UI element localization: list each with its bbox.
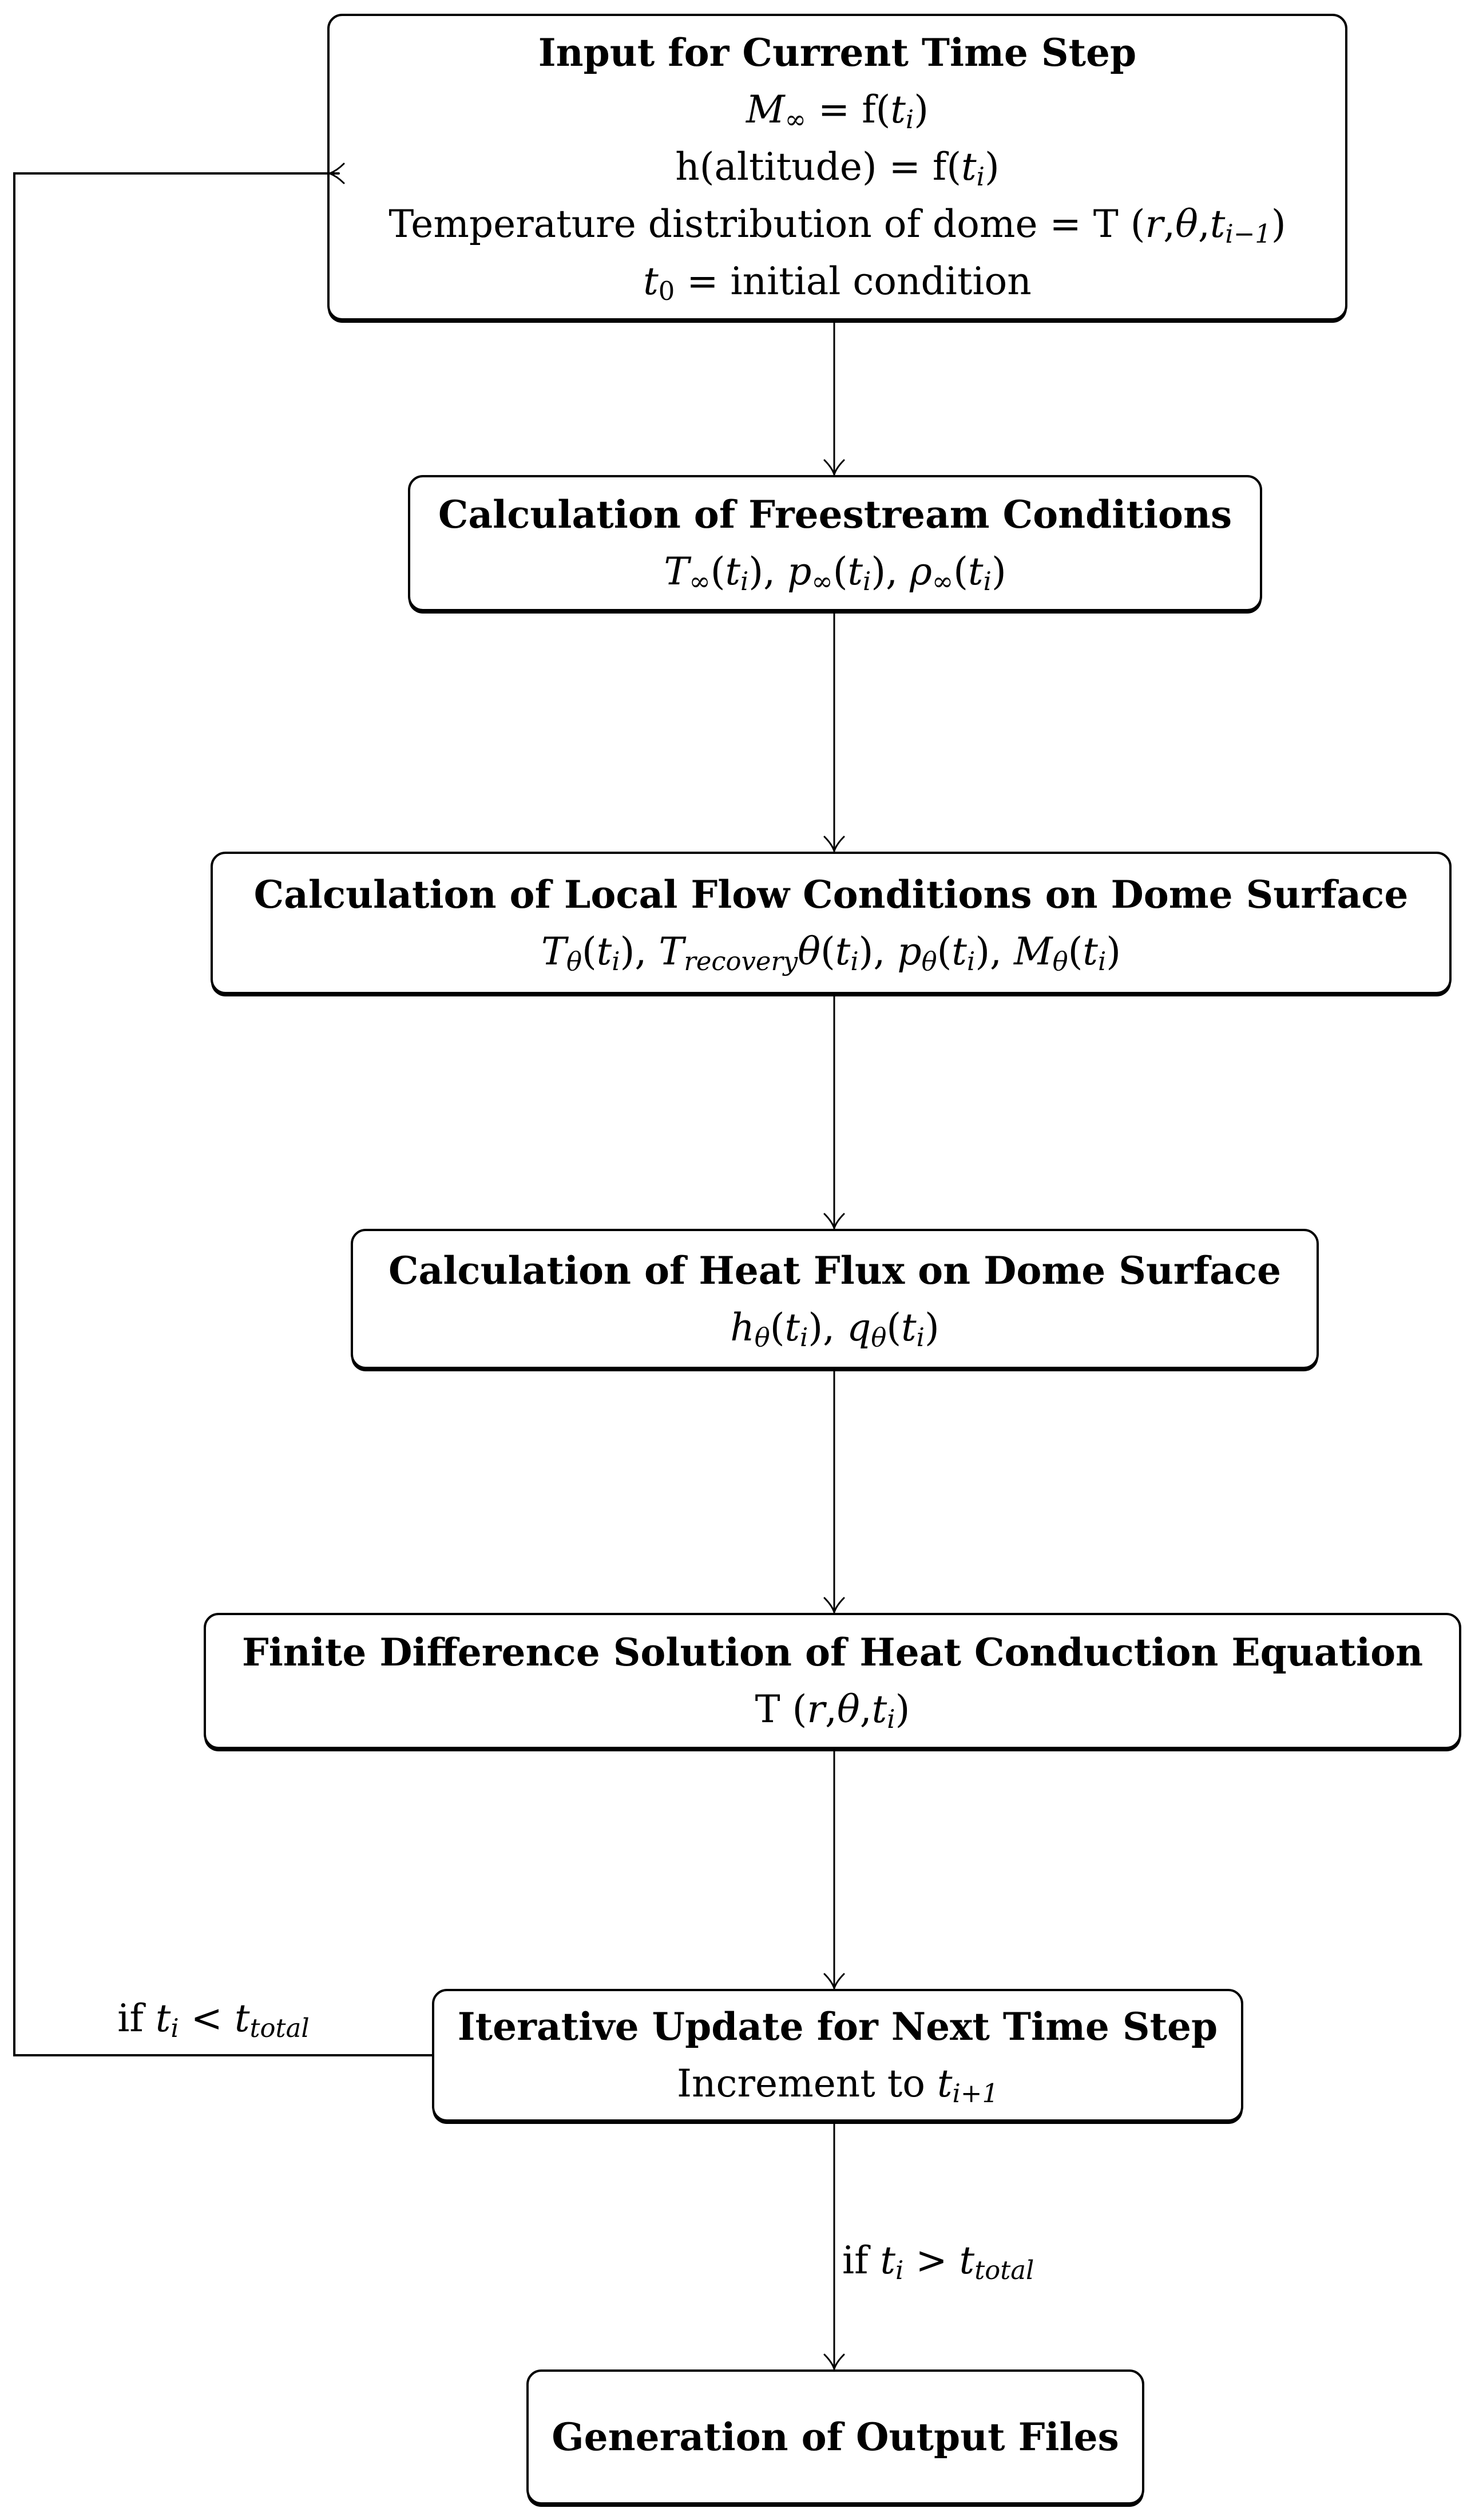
arrowhead-down-icon [824,1214,844,1228]
arrowhead-down-icon [824,1974,844,1988]
box-formula: T (r,θ,ti) [755,1687,910,1734]
flow-box-input-current-time-step [327,14,1347,321]
box-formula: M∞ = f(ti) [746,88,929,134]
arrowhead-down-icon [824,2355,844,2369]
flow-box-finite-difference-solution [204,1613,1461,1749]
feedback-loop-line [14,173,432,2055]
flow-box-local-flow-conditions [211,852,1452,994]
flow-box-iterative-update [432,1989,1243,2122]
box-formula: Increment to ti+1 [676,2062,999,2108]
arrowhead-down-icon [824,460,844,474]
box-title: Calculation of Freestream Conditions [438,492,1232,537]
box-formula: Temperature distribution of dome = T (r,θ,ti−1) [388,202,1286,249]
box-title: Generation of Output Files [552,2415,1119,2459]
flow-box-output-files [526,2369,1144,2505]
box-title: Calculation of Heat Flux on Dome Surface [388,1248,1281,1293]
box-title: Calculation of Local Flow Conditions on Dome Surface [253,872,1409,917]
box-formula: Tθ(ti), Trecoveryθ(ti), pθ(ti), Mθ(ti) [541,929,1121,976]
box-title: Finite Difference Solution of Heat Conduction Equation [241,1630,1424,1675]
arrowhead-down-icon [824,837,844,851]
box-formula: T∞(ti), p∞(ti), ρ∞(ti) [664,549,1006,596]
box-formula: h(altitude) = f(ti) [675,145,1000,192]
box-title: Iterative Update for Next Time Step [457,2004,1218,2049]
box-formula: t0 = initial condition [643,259,1032,306]
exit-condition-label: if ti > ttotal [842,2238,1034,2285]
loop-condition-label: if ti < ttotal [117,1996,310,2043]
box-title: Input for Current Time Step [538,30,1137,75]
box-formula: hθ(ti), qθ(ti) [730,1305,939,1352]
flow-box-freestream-conditions [408,475,1262,611]
arrowhead-down-icon [824,1598,844,1612]
flow-box-heat-flux [351,1229,1319,1369]
